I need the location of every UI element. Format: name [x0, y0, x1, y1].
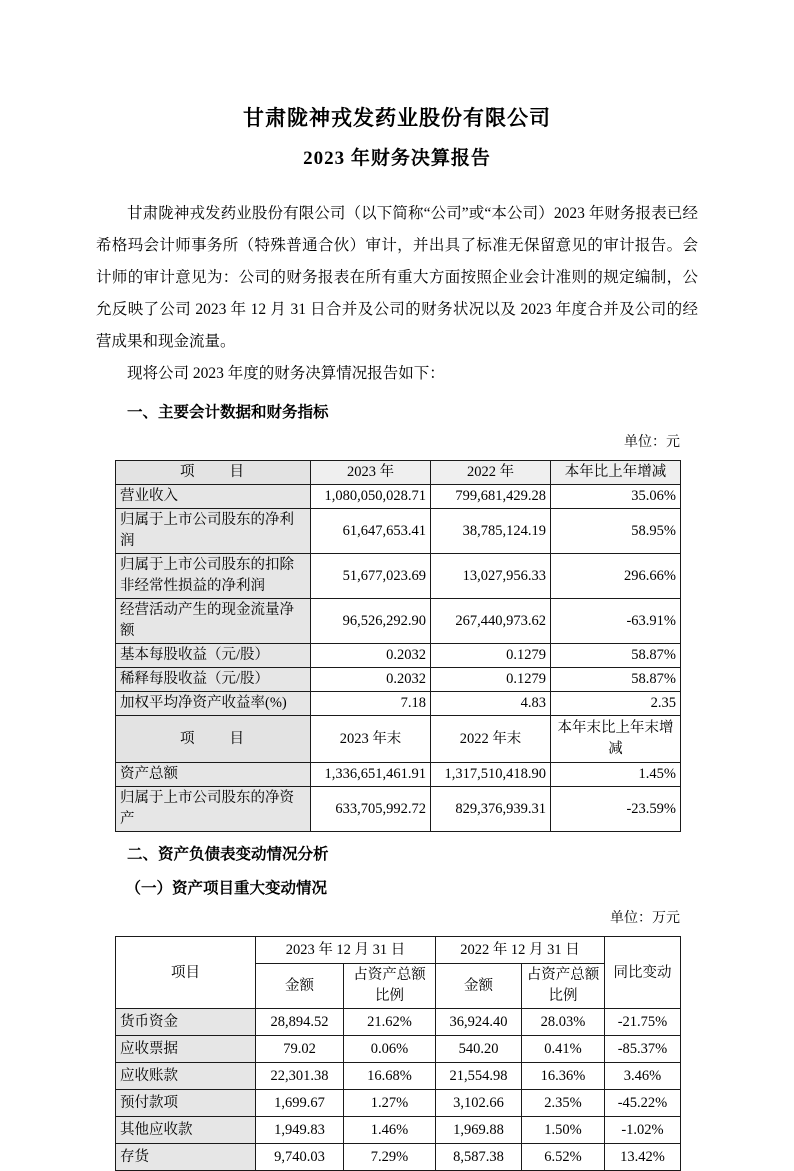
table-cell: 0.06%	[344, 1036, 436, 1063]
table-cell: 21,554.98	[436, 1063, 522, 1090]
row-label: 基本每股收益（元/股）	[116, 644, 311, 668]
table-cell: 22,301.38	[256, 1063, 344, 1090]
table-cell: -45.22%	[605, 1090, 681, 1117]
table-row	[116, 1063, 681, 1090]
table-cell: 0.2032	[311, 668, 431, 692]
table-cell: 633,705,992.72	[311, 787, 431, 832]
table-cell: 36,924.40	[436, 1009, 522, 1036]
table-cell: 58.95%	[551, 509, 681, 554]
table-cell: 21.62%	[344, 1009, 436, 1036]
header-ratio-2023: 占资产总额比例	[344, 964, 436, 1009]
row-label: 资产总额	[116, 763, 311, 787]
header-amount-2022: 金额	[436, 964, 522, 1009]
header-ratio-2022: 占资产总额比例	[522, 964, 605, 1009]
table-mid-header-row	[116, 716, 681, 763]
row-label: 其他应收款	[116, 1117, 256, 1144]
table-cell: 1.27%	[344, 1090, 436, 1117]
table-cell: 8,587.38	[436, 1144, 522, 1171]
table-cell: 1,080,050,028.71	[311, 485, 431, 509]
table-row	[116, 599, 681, 644]
table-row	[116, 787, 681, 832]
table-row	[116, 1090, 681, 1117]
table-cell: 3,102.66	[436, 1090, 522, 1117]
table-cell: 3.46%	[605, 1063, 681, 1090]
table-row	[116, 509, 681, 554]
table-cell: 58.87%	[551, 668, 681, 692]
table-cell: 96,526,292.90	[311, 599, 431, 644]
table-row	[116, 1036, 681, 1063]
table-cell: 1,699.67	[256, 1090, 344, 1117]
table-cell: 61,647,653.41	[311, 509, 431, 554]
table-cell: -63.91%	[551, 599, 681, 644]
intro-paragraph-2: 现将公司 2023 年度的财务决算情况报告如下：	[127, 365, 445, 382]
table-row	[116, 763, 681, 787]
row-label: 经营活动产生的现金流量净额	[116, 599, 311, 644]
table-cell: 28.03%	[522, 1009, 605, 1036]
row-label: 稀释每股收益（元/股）	[116, 668, 311, 692]
section-1-heading: 一、主要会计数据和财务指标	[127, 404, 329, 421]
key-indicators-table	[115, 460, 681, 832]
table-row	[116, 1117, 681, 1144]
table-cell: 1,317,510,418.90	[431, 763, 551, 787]
asset-changes-table	[115, 936, 681, 1171]
header-item: 项 目	[116, 716, 311, 763]
table-cell: 35.06%	[551, 485, 681, 509]
table-cell: 1,949.83	[256, 1117, 344, 1144]
table-cell: 28,894.52	[256, 1009, 344, 1036]
row-label: 应收账款	[116, 1063, 256, 1090]
table-cell: 13.42%	[605, 1144, 681, 1171]
header-2022: 2022 年	[431, 461, 551, 485]
table-cell: 58.87%	[551, 644, 681, 668]
unit-label-wanyuan: 单位：万元	[610, 911, 680, 926]
header-date-2022: 2022 年 12 月 31 日	[436, 937, 605, 964]
table-cell: 7.18	[311, 692, 431, 716]
table-row	[116, 1144, 681, 1171]
table-cell: 296.66%	[551, 554, 681, 599]
row-label: 归属于上市公司股东的扣除非经常性损益的净利润	[116, 554, 311, 599]
table-cell: 16.36%	[522, 1063, 605, 1090]
row-label: 预付款项	[116, 1090, 256, 1117]
table-cell: 540.20	[436, 1036, 522, 1063]
section-2-heading: 二、资产负债表变动情况分析	[127, 846, 329, 863]
page-title: 甘肃陇神戎发药业股份有限公司	[243, 106, 551, 130]
table-cell: 2.35%	[522, 1090, 605, 1117]
table-cell: 38,785,124.19	[431, 509, 551, 554]
table-cell: -23.59%	[551, 787, 681, 832]
header-change: 本年比上年增减	[551, 461, 681, 485]
table-row	[116, 644, 681, 668]
table-cell: 2.35	[551, 692, 681, 716]
table-cell: 51,677,023.69	[311, 554, 431, 599]
table-row	[116, 1009, 681, 1036]
row-label: 营业收入	[116, 485, 311, 509]
table-row	[116, 554, 681, 599]
table-cell: 4.83	[431, 692, 551, 716]
table-row	[116, 485, 681, 509]
table-cell: 0.1279	[431, 668, 551, 692]
table-cell: 1,336,651,461.91	[311, 763, 431, 787]
table-cell: 0.2032	[311, 644, 431, 668]
table-cell: 6.52%	[522, 1144, 605, 1171]
header-2022-end: 2022 年末	[431, 716, 551, 763]
table-cell: 0.1279	[431, 644, 551, 668]
table-row	[116, 668, 681, 692]
table-cell: 9,740.03	[256, 1144, 344, 1171]
row-label: 存货	[116, 1144, 256, 1171]
table-cell: 79.02	[256, 1036, 344, 1063]
header-date-2023: 2023 年 12 月 31 日	[256, 937, 436, 964]
table-cell: 1.46%	[344, 1117, 436, 1144]
header-2023: 2023 年	[311, 461, 431, 485]
table-header-row	[116, 461, 681, 485]
row-label: 加权平均净资产收益率(%)	[116, 692, 311, 716]
intro-paragraph: 甘肃陇神戎发药业股份有限公司（以下简称“公司”或“本公司）2023 年财务报表已经希格玛会计师事务所（特殊普通合伙）审计，并出具了标准无保留意见的审计报告。会计师的审计意见为：公司的财务报表在所有重大方面按照企业会计准则的规定编制，公允反映了公司 2023 年 12 月 31 日合并及公司的财务状况以及 2023 年度合并及公司的经营成果和现金流量。	[96, 205, 698, 350]
table-cell: 13,027,956.33	[431, 554, 551, 599]
table-cell: -85.37%	[605, 1036, 681, 1063]
table-cell: 799,681,429.28	[431, 485, 551, 509]
page-subtitle: 2023 年财务决算报告	[303, 148, 491, 169]
table-cell: 1.50%	[522, 1117, 605, 1144]
table-cell: 16.68%	[344, 1063, 436, 1090]
header-yoy-change: 同比变动	[605, 937, 681, 1009]
table-cell: 267,440,973.62	[431, 599, 551, 644]
row-label: 归属于上市公司股东的净资产	[116, 787, 311, 832]
header-item: 项目	[116, 937, 256, 1009]
table-cell: 1,969.88	[436, 1117, 522, 1144]
header-2023-end: 2023 年末	[311, 716, 431, 763]
row-label: 货币资金	[116, 1009, 256, 1036]
row-label: 应收票据	[116, 1036, 256, 1063]
table-cell: 7.29%	[344, 1144, 436, 1171]
table-cell: -21.75%	[605, 1009, 681, 1036]
section-2-subheading: （一）资产项目重大变动情况	[125, 880, 327, 897]
header-end-change: 本年末比上年末增减	[551, 716, 681, 763]
table-cell: -1.02%	[605, 1117, 681, 1144]
table-cell: 0.41%	[522, 1036, 605, 1063]
row-label: 归属于上市公司股东的净利润	[116, 509, 311, 554]
table-header-row	[116, 937, 681, 964]
header-item: 项 目	[116, 461, 311, 485]
table-cell: 1.45%	[551, 763, 681, 787]
unit-label-yuan: 单位：元	[624, 435, 680, 450]
table-row	[116, 692, 681, 716]
header-amount-2023: 金额	[256, 964, 344, 1009]
table-cell: 829,376,939.31	[431, 787, 551, 832]
